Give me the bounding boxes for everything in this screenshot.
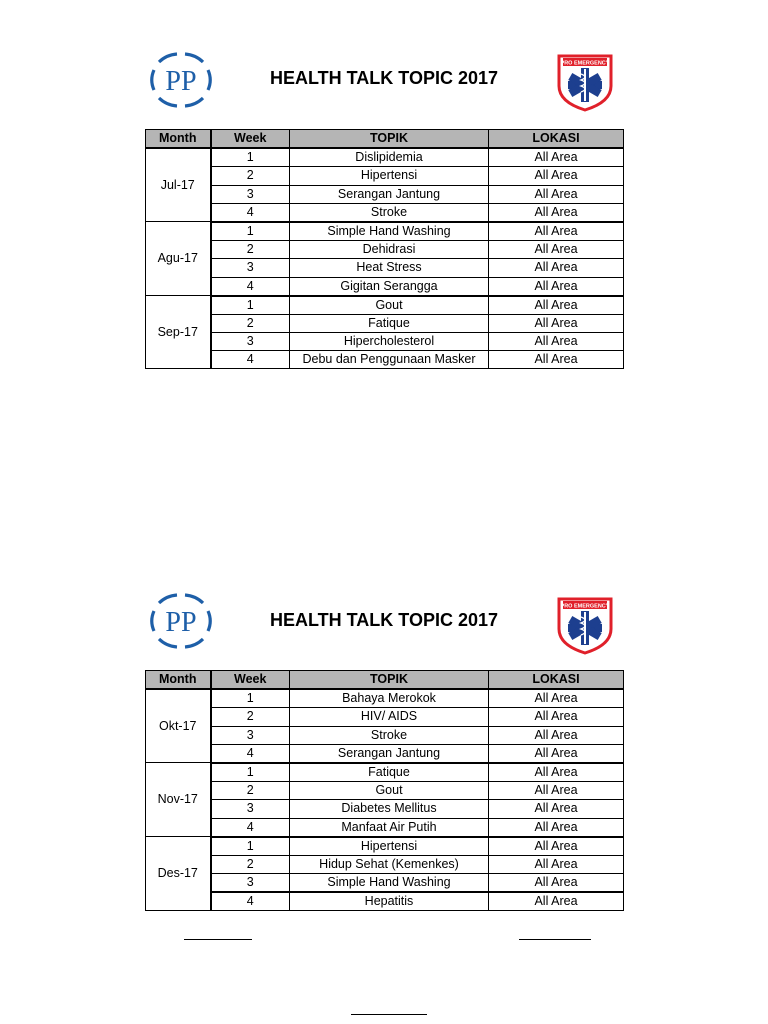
month-cell: Agu-17	[146, 222, 211, 296]
topik-cell: Heat Stress	[290, 259, 489, 277]
week-cell: 4	[211, 744, 290, 763]
topik-cell: Hipertensi	[290, 837, 489, 856]
week-cell: 2	[211, 782, 290, 800]
topik-cell: Diabetes Mellitus	[290, 800, 489, 818]
week-cell: 2	[211, 855, 290, 873]
topik-cell: Debu dan Penggunaan Masker	[290, 351, 489, 369]
week-cell: 3	[211, 333, 290, 351]
lokasi-cell: All Area	[489, 837, 624, 856]
week-cell: 4	[211, 892, 290, 911]
table-row	[146, 800, 624, 818]
lokasi-cell: All Area	[489, 259, 624, 277]
signature-line-right	[519, 939, 591, 940]
lokasi-cell: All Area	[489, 782, 624, 800]
topik-header: TOPIK	[290, 130, 489, 149]
lokasi-cell: All Area	[489, 351, 624, 369]
week-cell: 1	[211, 763, 290, 782]
lokasi-cell: All Area	[489, 744, 624, 763]
lokasi-cell: All Area	[489, 874, 624, 893]
table-row	[146, 763, 624, 782]
page-title: HEALTH TALK TOPIC 2017	[269, 68, 499, 88]
table-row	[146, 167, 624, 185]
week-cell: 2	[211, 167, 290, 185]
lokasi-cell: All Area	[489, 277, 624, 296]
table-row	[146, 296, 624, 315]
week-cell: 1	[211, 148, 290, 167]
week-cell: 3	[211, 726, 290, 744]
lokasi-cell: All Area	[489, 763, 624, 782]
week-cell: 2	[211, 314, 290, 332]
topik-cell: Stroke	[290, 203, 489, 222]
week-cell: 1	[211, 837, 290, 856]
lokasi-cell: All Area	[489, 689, 624, 708]
lokasi-cell: All Area	[489, 185, 624, 203]
lokasi-cell: All Area	[489, 818, 624, 837]
topik-cell: Stroke	[290, 726, 489, 744]
week-cell: 1	[211, 296, 290, 315]
table-row	[146, 782, 624, 800]
table-row	[146, 259, 624, 277]
week-cell: 1	[211, 222, 290, 241]
pp-logo-icon	[147, 50, 215, 110]
lokasi-cell: All Area	[489, 892, 624, 911]
topik-cell: Gigitan Serangga	[290, 277, 489, 296]
lokasi-cell: All Area	[489, 148, 624, 167]
lokasi-cell: All Area	[489, 726, 624, 744]
lokasi-cell: All Area	[489, 222, 624, 241]
table-row	[146, 726, 624, 744]
month-header: Month	[146, 671, 211, 690]
topik-cell: Gout	[290, 296, 489, 315]
emergency-logo-icon	[553, 593, 617, 655]
topik-cell: Bahaya Merokok	[290, 689, 489, 708]
month-cell: Nov-17	[146, 763, 211, 837]
lokasi-cell: All Area	[489, 855, 624, 873]
week-cell: 3	[211, 185, 290, 203]
month-cell: Jul-17	[146, 148, 211, 222]
lokasi-cell: All Area	[489, 800, 624, 818]
week-cell: 4	[211, 277, 290, 296]
emergency-logo-icon	[553, 50, 617, 112]
table-row	[146, 333, 624, 351]
month-cell: Okt-17	[146, 689, 211, 763]
week-cell: 3	[211, 259, 290, 277]
topik-cell: Serangan Jantung	[290, 744, 489, 763]
table-row	[146, 277, 624, 296]
topik-cell: Hepatitis	[290, 892, 489, 911]
lokasi-cell: All Area	[489, 203, 624, 222]
pp-logo-text: PP	[165, 607, 197, 638]
week-cell: 4	[211, 818, 290, 837]
table-row	[146, 351, 624, 369]
table-row	[146, 689, 624, 708]
table-row	[146, 241, 624, 259]
topik-cell: Fatique	[290, 314, 489, 332]
week-cell: 3	[211, 874, 290, 893]
topik-cell: Serangan Jantung	[290, 185, 489, 203]
topik-header: TOPIK	[290, 671, 489, 690]
emergency-logo-text: PRO EMERGENCY	[560, 60, 610, 67]
lokasi-cell: All Area	[489, 296, 624, 315]
health-talk-table	[145, 670, 624, 911]
page-title: HEALTH TALK TOPIC 2017	[269, 610, 499, 630]
emergency-logo-text: PRO EMERGENCY	[560, 603, 610, 610]
table-row	[146, 148, 624, 167]
week-cell: 4	[211, 203, 290, 222]
week-cell: 2	[211, 708, 290, 726]
pp-logo-icon	[147, 591, 215, 651]
lokasi-cell: All Area	[489, 241, 624, 259]
topik-cell: Hipertensi	[290, 167, 489, 185]
topik-cell: Fatique	[290, 763, 489, 782]
month-cell: Des-17	[146, 837, 211, 911]
topik-cell: Hidup Sehat (Kemenkes)	[290, 855, 489, 873]
table-header-row	[146, 130, 624, 149]
topik-cell: HIV/ AIDS	[290, 708, 489, 726]
table-row	[146, 892, 624, 911]
week-cell: 1	[211, 689, 290, 708]
table-header-row	[146, 671, 624, 690]
week-cell: 4	[211, 351, 290, 369]
table-row	[146, 874, 624, 893]
table-row	[146, 222, 624, 241]
table-row	[146, 708, 624, 726]
pp-logo-text: PP	[165, 66, 197, 97]
topik-cell: Gout	[290, 782, 489, 800]
week-cell: 3	[211, 800, 290, 818]
week-header: Week	[211, 671, 290, 690]
table-row	[146, 837, 624, 856]
table-row	[146, 744, 624, 763]
signature-line-left	[184, 939, 252, 940]
table-row	[146, 855, 624, 873]
week-header: Week	[211, 130, 290, 149]
lokasi-cell: All Area	[489, 708, 624, 726]
lokasi-cell: All Area	[489, 314, 624, 332]
lokasi-header: LOKASI	[489, 671, 624, 690]
topik-cell: Manfaat Air Putih	[290, 818, 489, 837]
month-header: Month	[146, 130, 211, 149]
table-row	[146, 314, 624, 332]
signature-line-center	[351, 1014, 427, 1015]
lokasi-cell: All Area	[489, 167, 624, 185]
lokasi-cell: All Area	[489, 333, 624, 351]
health-talk-table	[145, 129, 624, 369]
topik-cell: Dehidrasi	[290, 241, 489, 259]
table-row	[146, 818, 624, 837]
topik-cell: Dislipidemia	[290, 148, 489, 167]
table-row	[146, 185, 624, 203]
table-row	[146, 203, 624, 222]
topik-cell: Simple Hand Washing	[290, 222, 489, 241]
week-cell: 2	[211, 241, 290, 259]
month-cell: Sep-17	[146, 296, 211, 369]
lokasi-header: LOKASI	[489, 130, 624, 149]
topik-cell: Hipercholesterol	[290, 333, 489, 351]
topik-cell: Simple Hand Washing	[290, 874, 489, 893]
